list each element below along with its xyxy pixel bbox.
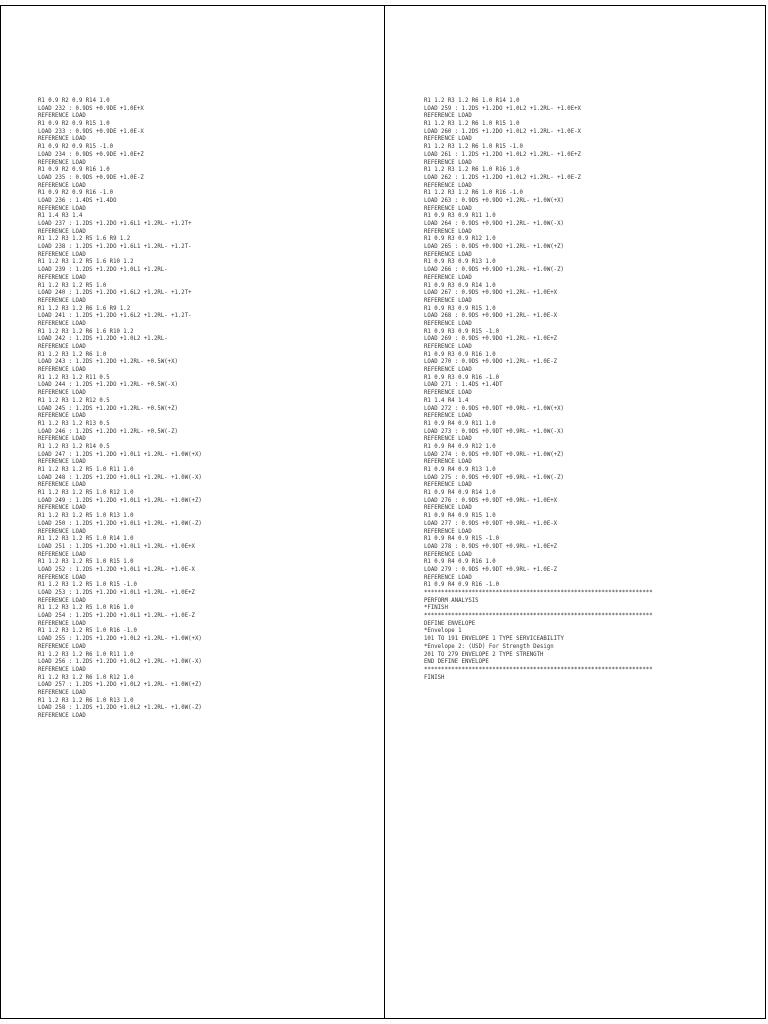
- text-line: R1 0.9 R4 0.9 R14 1.0: [424, 489, 496, 497]
- text-line: R1 1.2 R3 1.2 R5 1.0 R12 1.0: [38, 489, 134, 497]
- text-line: LOAD 233 : 0.9DS +0.9DE +1.0E-X: [38, 127, 144, 135]
- text-line: R1 1.2 R3 1.2 R12 0.5: [38, 396, 110, 404]
- text-line: R1 1.2 R3 1.2 R5 1.0 R11 1.0: [38, 466, 134, 473]
- text-line: REFERENCE LOAD: [38, 319, 86, 327]
- text-line: FINISH: [424, 673, 445, 681]
- text-line: 201 TO 279 ENVELOPE 2 TYPE STRENGTH: [424, 650, 544, 658]
- text-line: REFERENCE LOAD: [424, 273, 472, 281]
- text-line: LOAD 265 : 0.9DS +0.9DO +1.2RL- +1.0W(+Z): [424, 243, 564, 251]
- text-line: LOAD 241 : 1.2DS +1.2DO +1.6L2 +1.2RL- +1.2T-: [38, 312, 192, 320]
- text-line: R1 0.9 R3 0.9 R15 -1.0: [424, 327, 500, 335]
- text-line: REFERENCE LOAD: [424, 435, 472, 443]
- text-line: LOAD 250 : 1.2DS +1.2DO +1.0L1 +1.2RL- +1.0W(-Z): [38, 519, 202, 527]
- text-line: *******************************************************************: [424, 612, 653, 620]
- text-line: LOAD 261 : 1.2DS +1.2DO +1.0L2 +1.2RL- +1.0E+Z: [424, 150, 581, 158]
- text-line: REFERENCE LOAD: [38, 273, 86, 281]
- text-line: LOAD 236 : 1.4DS +1.4DO: [38, 196, 117, 204]
- text-line: R1 1.2 R3 1.2 R5 1.6 R10 1.2: [38, 258, 134, 266]
- right-text-column: [424, 97, 766, 681]
- text-line: LOAD 248 : 1.2DS +1.2DO +1.0L1 +1.2RL- +1.0W(-X): [38, 473, 202, 481]
- text-line: LOAD 275 : 0.9DS +0.9DT +0.9RL- +1.0W(-Z): [424, 473, 564, 481]
- text-line: LOAD 267 : 0.9DS +0.9DO +1.2RL- +1.0E+X: [424, 289, 558, 297]
- text-line: LOAD 269 : 0.9DS +0.9DO +1.2RL- +1.0E+Z: [424, 335, 558, 343]
- text-line: R1 1.2 R3 1.2 R14 0.5: [38, 442, 110, 450]
- text-line: LOAD 244 : 1.2DS +1.2DO +1.2RL- +0.5W(-X): [38, 381, 178, 389]
- text-line: LOAD 251 : 1.2DS +1.2DO +1.0L1 +1.2RL- +1.0E+X: [38, 542, 195, 550]
- text-line: LOAD 268 : 0.9DS +0.9DO +1.2RL- +1.0E-X: [424, 312, 558, 320]
- text-line: R1 1.2 R3 1.2 R6 1.0 R16 1.0: [424, 166, 520, 174]
- text-line: REFERENCE LOAD: [424, 204, 472, 212]
- text-line: LOAD 278 : 0.9DS +0.9DT +0.9RL- +1.0E+Z: [424, 542, 558, 550]
- text-line: REFERENCE LOAD: [424, 550, 472, 558]
- text-line: REFERENCE LOAD: [424, 458, 472, 466]
- text-line: R1 0.9 R4 0.9 R11 1.0: [424, 419, 496, 427]
- text-line: R1 1.2 R3 1.2 R5 1.0 R15 1.0: [38, 558, 134, 566]
- text-line: LOAD 263 : 0.9DS +0.9DO +1.2RL- +1.0W(+X): [424, 196, 564, 204]
- text-line: LOAD 271 : 1.4DS +1.4DT: [424, 381, 503, 389]
- text-line: REFERENCE LOAD: [38, 250, 86, 258]
- text-line: R1 1.2 R3 1.2 R5 1.0 R16 -1.0: [38, 627, 137, 635]
- text-line: REFERENCE LOAD: [38, 573, 86, 581]
- text-line: REFERENCE LOAD: [424, 527, 472, 535]
- text-line: PERFORM ANALYSIS: [424, 596, 479, 604]
- text-line: REFERENCE LOAD: [38, 481, 86, 489]
- text-line: R1 1.2 R3 1.2 R5 1.0 R13 1.0: [38, 512, 134, 520]
- text-line: REFERENCE LOAD: [38, 550, 86, 558]
- text-line: *FINISH: [424, 604, 448, 612]
- text-line: LOAD 262 : 1.2DS +1.2DO +1.0L2 +1.2RL- +1.0E-Z: [424, 173, 581, 181]
- text-line: LOAD 252 : 1.2DS +1.2DO +1.0L1 +1.2RL- +1.0E-X: [38, 565, 195, 573]
- text-line: R1 1.2 R3 1.2 R6 1.6 R10 1.2: [38, 327, 134, 335]
- text-line: R1 1.2 R3 1.2 R5 1.0 R14 1.0: [38, 535, 134, 543]
- text-line: *Envelope 1: [424, 627, 462, 635]
- text-line: LOAD 259 : 1.2DS +1.2DO +1.0L2 +1.2RL- +1.0E+X: [424, 104, 581, 112]
- text-line: R1 0.9 R2 0.9 R16 -1.0: [38, 189, 114, 197]
- text-line: REFERENCE LOAD: [424, 412, 472, 420]
- text-line: LOAD 246 : 1.2DS +1.2DO +1.2RL- +0.5W(-Z): [38, 427, 178, 435]
- left-text-column: [38, 97, 380, 720]
- text-line: R1 1.2 R3 1.2 R11 0.5: [38, 373, 110, 381]
- text-line: LOAD 245 : 1.2DS +1.2DO +1.2RL- +0.5W(+Z): [38, 404, 178, 412]
- text-line: LOAD 255 : 1.2DS +1.2DO +1.0L2 +1.2RL- +1.0W(+X): [38, 635, 202, 643]
- text-line: REFERENCE LOAD: [38, 343, 86, 350]
- text-line: R1 0.9 R3 0.9 R12 1.0: [424, 235, 496, 243]
- text-line: REFERENCE LOAD: [424, 135, 472, 143]
- text-line: REFERENCE LOAD: [38, 158, 86, 166]
- text-line: REFERENCE LOAD: [424, 366, 472, 374]
- text-line: REFERENCE LOAD: [38, 688, 86, 696]
- text-line: REFERENCE LOAD: [38, 712, 86, 719]
- text-line: REFERENCE LOAD: [424, 481, 472, 489]
- text-line: REFERENCE LOAD: [424, 227, 472, 235]
- text-line: R1 1.2 R3 1.2 R6 1.0: [38, 350, 107, 358]
- text-line: R1 0.9 R2 0.9 R15 -1.0: [38, 143, 114, 151]
- text-line: REFERENCE LOAD: [38, 435, 86, 443]
- text-line: LOAD 257 : 1.2DS +1.2DO +1.0L2 +1.2RL- +1.0W(+Z): [38, 681, 202, 689]
- text-line: LOAD 272 : 0.9DS +0.9DT +0.9RL- +1.0W(+X): [424, 404, 564, 412]
- text-line: R1 0.9 R4 0.9 R13 1.0: [424, 466, 496, 473]
- text-line: LOAD 234 : 0.9DS +0.9DE +1.0E+Z: [38, 150, 144, 158]
- text-line: REFERENCE LOAD: [424, 181, 472, 189]
- text-line: R1 1.2 R3 1.2 R5 1.0: [38, 281, 107, 289]
- text-line: R1 1.4 R3 1.4: [38, 212, 83, 220]
- text-line: REFERENCE LOAD: [424, 158, 472, 166]
- text-line: R1 1.2 R3 1.2 R6 1.0 R14 1.0: [424, 97, 520, 104]
- text-line: LOAD 249 : 1.2DS +1.2DO +1.0L1 +1.2RL- +1.0W(+Z): [38, 496, 202, 504]
- text-line: REFERENCE LOAD: [38, 135, 86, 143]
- text-line: REFERENCE LOAD: [424, 296, 472, 304]
- text-line: REFERENCE LOAD: [38, 596, 86, 604]
- text-line: END DEFINE ENVELOPE: [424, 658, 489, 666]
- text-line: LOAD 242 : 1.2DS +1.2DO +1.0L2 +1.2RL-: [38, 335, 168, 343]
- text-line: REFERENCE LOAD: [424, 573, 472, 581]
- text-line: R1 0.9 R3 0.9 R14 1.0: [424, 281, 496, 289]
- text-line: *******************************************************************: [424, 665, 653, 673]
- text-line: R1 0.9 R4 0.9 R12 1.0: [424, 442, 496, 450]
- text-line: LOAD 238 : 1.2DS +1.2DO +1.6L1 +1.2RL- +1.2T-: [38, 243, 192, 251]
- text-line: LOAD 235 : 0.9DS +0.9DE +1.0E-Z: [38, 173, 144, 181]
- text-line: LOAD 253 : 1.2DS +1.2DO +1.0L1 +1.2RL- +1.0E+Z: [38, 589, 195, 596]
- text-line: R1 1.2 R3 1.2 R5 1.0 R16 1.0: [38, 604, 134, 612]
- text-line: R1 0.9 R4 0.9 R16 1.0: [424, 558, 496, 566]
- text-line: REFERENCE LOAD: [424, 319, 472, 327]
- text-line: REFERENCE LOAD: [38, 642, 86, 650]
- text-line: REFERENCE LOAD: [38, 389, 86, 397]
- text-line: *******************************************************************: [424, 589, 653, 596]
- text-line: REFERENCE LOAD: [38, 204, 86, 212]
- text-line: LOAD 237 : 1.2DS +1.2DO +1.6L1 +1.2RL- +1.2T+: [38, 220, 192, 227]
- text-line: LOAD 279 : 0.9DS +0.9DT +0.9RL- +1.0E-Z: [424, 565, 558, 573]
- text-line: LOAD 247 : 1.2DS +1.2DO +1.0L1 +1.2RL- +1.0W(+X): [38, 450, 202, 458]
- text-line: R1 0.9 R2 0.9 R15 1.0: [38, 120, 110, 128]
- text-line: R1 1.2 R3 1.2 R6 1.0 R16 -1.0: [424, 189, 523, 197]
- text-line: REFERENCE LOAD: [424, 343, 472, 350]
- text-line: R1 1.2 R3 1.2 R6 1.0 R12 1.0: [38, 673, 134, 681]
- text-line: R1 1.2 R3 1.2 R6 1.0 R11 1.0: [38, 650, 134, 658]
- text-line: REFERENCE LOAD: [38, 619, 86, 627]
- text-line: LOAD 258 : 1.2DS +1.2DO +1.0L2 +1.2RL- +1.0W(-Z): [38, 704, 202, 712]
- text-line: R1 1.2 R3 1.2 R13 0.5: [38, 419, 110, 427]
- text-line: LOAD 276 : 0.9DS +0.9DT +0.9RL- +1.0E+X: [424, 496, 558, 504]
- text-line: REFERENCE LOAD: [38, 665, 86, 673]
- text-line: LOAD 240 : 1.2DS +1.2DO +1.6L2 +1.2RL- +1.2T+: [38, 289, 192, 297]
- text-line: R1 0.9 R2 0.9 R16 1.0: [38, 166, 110, 174]
- text-line: LOAD 232 : 0.9DS +0.9DE +1.0E+X: [38, 104, 144, 112]
- text-line: *Envelope 2: (USD) For Strength Design: [424, 642, 554, 650]
- text-line: DEFINE ENVELOPE: [424, 619, 476, 627]
- text-line: LOAD 239 : 1.2DS +1.2DO +1.0L1 +1.2RL-: [38, 266, 168, 274]
- text-line: R1 0.9 R3 0.9 R15 1.0: [424, 304, 496, 312]
- text-line: REFERENCE LOAD: [38, 227, 86, 235]
- text-line: LOAD 266 : 0.9DS +0.9DO +1.2RL- +1.0W(-Z): [424, 266, 564, 274]
- text-line: LOAD 254 : 1.2DS +1.2DO +1.0L1 +1.2RL- +1.0E-Z: [38, 612, 195, 620]
- text-line: LOAD 256 : 1.2DS +1.2DO +1.0L2 +1.2RL- +1.0W(-X): [38, 658, 202, 666]
- column-divider: [384, 5, 385, 1019]
- text-line: REFERENCE LOAD: [424, 250, 472, 258]
- text-line: R1 1.2 R3 1.2 R5 1.6 R9 1.2: [38, 235, 131, 243]
- text-line: R1 0.9 R4 0.9 R15 1.0: [424, 512, 496, 520]
- text-line: R1 0.9 R4 0.9 R15 -1.0: [424, 535, 500, 543]
- text-line: REFERENCE LOAD: [38, 458, 86, 466]
- text-line: R1 0.9 R2 0.9 R14 1.0: [38, 97, 110, 104]
- text-line: REFERENCE LOAD: [38, 181, 86, 189]
- text-line: LOAD 274 : 0.9DS +0.9DT +0.9RL- +1.0W(+Z): [424, 450, 564, 458]
- text-line: REFERENCE LOAD: [424, 504, 472, 512]
- text-line: R1 1.2 R3 1.2 R6 1.0 R15 -1.0: [424, 143, 523, 151]
- text-line: R1 0.9 R3 0.9 R13 1.0: [424, 258, 496, 266]
- text-line: R1 0.9 R3 0.9 R16 1.0: [424, 350, 496, 358]
- text-line: R1 0.9 R4 0.9 R16 -1.0: [424, 581, 500, 589]
- text-line: R1 0.9 R3 0.9 R16 -1.0: [424, 373, 500, 381]
- text-line: LOAD 270 : 0.9DS +0.9DO +1.2RL- +1.0E-Z: [424, 358, 558, 366]
- text-line: REFERENCE LOAD: [38, 504, 86, 512]
- text-line: LOAD 273 : 0.9DS +0.9DT +0.9RL- +1.0W(-X): [424, 427, 564, 435]
- text-line: R1 1.2 R3 1.2 R6 1.6 R9 1.2: [38, 304, 131, 312]
- text-line: R1 1.4 R4 1.4: [424, 396, 469, 404]
- text-line: LOAD 260 : 1.2DS +1.2DO +1.0L2 +1.2RL- +1.0E-X: [424, 127, 581, 135]
- text-line: R1 1.2 R3 1.2 R6 1.0 R13 1.0: [38, 696, 134, 704]
- text-line: REFERENCE LOAD: [424, 389, 472, 397]
- text-line: R1 1.2 R3 1.2 R5 1.0 R15 -1.0: [38, 581, 137, 589]
- text-line: LOAD 264 : 0.9DS +0.9DO +1.2RL- +1.0W(-X): [424, 220, 564, 227]
- text-line: LOAD 277 : 0.9DS +0.9DT +0.9RL- +1.0E-X: [424, 519, 558, 527]
- text-line: R1 1.2 R3 1.2 R6 1.0 R15 1.0: [424, 120, 520, 128]
- text-line: R1 0.9 R3 0.9 R11 1.0: [424, 212, 496, 220]
- text-line: 101 TO 191 ENVELOPE 1 TYPE SERVICEABILITY: [424, 635, 564, 643]
- text-line: REFERENCE LOAD: [38, 527, 86, 535]
- text-line: REFERENCE LOAD: [38, 412, 86, 420]
- text-line: LOAD 243 : 1.2DS +1.2DO +1.2RL- +0.5W(+X): [38, 358, 178, 366]
- text-line: REFERENCE LOAD: [38, 296, 86, 304]
- text-line: REFERENCE LOAD: [38, 112, 86, 120]
- text-line: REFERENCE LOAD: [38, 366, 86, 374]
- text-line: REFERENCE LOAD: [424, 112, 472, 120]
